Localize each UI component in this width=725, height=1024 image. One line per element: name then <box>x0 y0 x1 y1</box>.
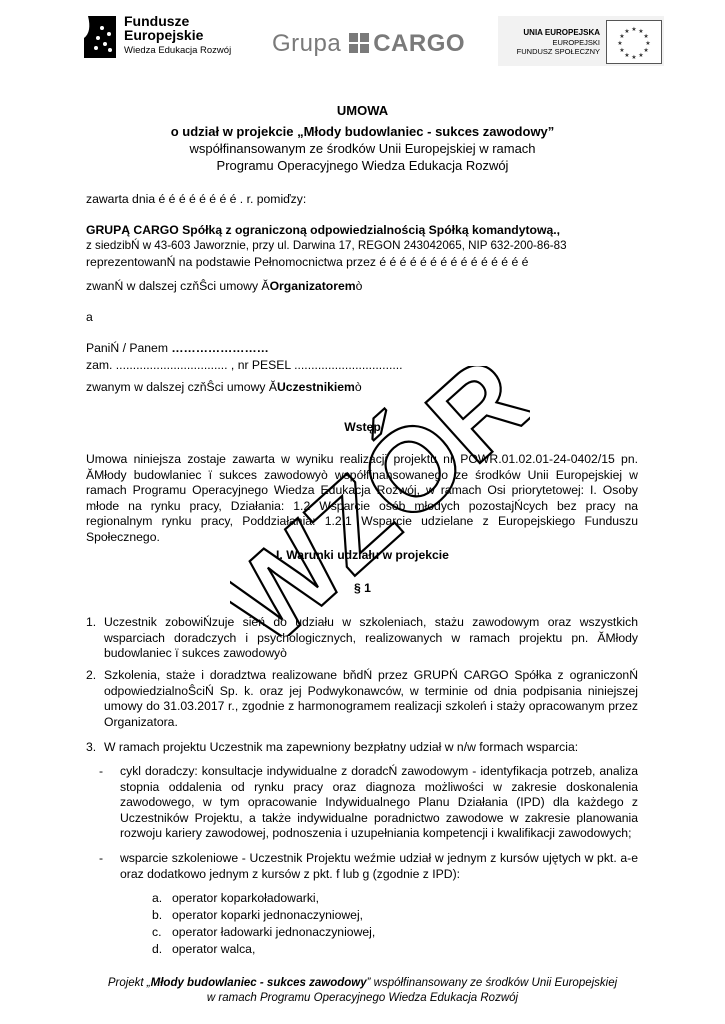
eu-star-icon: ★ <box>638 53 644 60</box>
eu-flag-icon <box>606 20 662 64</box>
concluded-date: zawarta dnia é é é é é é é é . r. pomiďzy: <box>86 192 307 206</box>
fundusze-europejskie-logo-icon <box>82 14 118 60</box>
eu-star-icon: ★ <box>624 28 630 35</box>
participant-address-line: zam. ................................. , nr PESEL ................................ <box>86 358 403 372</box>
intro-heading: Wstęp <box>344 420 381 434</box>
fe-line2: Europejskie <box>124 27 204 43</box>
cargo-label: CARGO <box>373 30 466 57</box>
footer-project-name: Młody budowlaniec - sukces zawodowy <box>150 977 367 989</box>
participant-name-line <box>86 341 269 355</box>
fundusze-europejskie-text <box>124 14 231 58</box>
organizer-pre: zwanŃ w dalszej czňŜci umowy Ă <box>86 279 270 293</box>
eu-star-icon: ★ <box>643 48 649 54</box>
dash-list-item: wsparcie szkoleniowe - Uczestnik Projektu weźmie udział w jednym z kursów ujętych w pkt. a-e oraz dodatkowo jednym z kursów z pkt. f lub g (zgodnie z IPD): <box>120 851 638 881</box>
list-item: Szkolenia, staże i doradztwa realizowane bňdŃ przez GRUPŃ CARGO Spółka z ograniczonŃ odpowiedzialnoŜciŃ Sp. k. oraz jej Podwykonawców, w terminie od dnia podpisania niniejszej umowy do 31.03.2017 r., zgodnie z harmonogramem realizacji szkoleń i staży opracowanym przez Organizatora. <box>104 668 638 729</box>
grupa-label: Grupa <box>272 30 342 57</box>
dash-bullet: - <box>99 851 104 865</box>
alpha-letter: b. <box>152 908 163 922</box>
eu-line2: EUROPEJSKI <box>552 37 600 47</box>
alpha-letter: d. <box>152 942 163 956</box>
intro-paragraph: Umowa niniejsza zostaje zawarta w wyniku realizacji projektu nr POWR.01.02.01-24-0402/15 pn. ĂMłody budowlaniec ï sukces zawodowyò współfinansowanego ze środków Unii Europejskiej w ramach Programu Operacyjnego Wiedza Edukacja Rozwój, w ramach Osi priorytetowej: I. Osoby młode na rynku pracy, Działania: 1.2 Wsparcie osób młodych pozostajŃcych bez pracy na regionalnym rynku pracy, Poddziałania: 1.2.1 Wsparcie udzielane z Europejskiego Funduszu Społecznego. <box>86 452 638 544</box>
participant-term: Uczestnikiem <box>277 380 355 394</box>
alpha-letter: a. <box>152 891 163 905</box>
organizer-post: ò <box>355 279 363 293</box>
fe-line3: Wiedza Edukacja Rozwój <box>124 45 232 56</box>
eu-star-icon: ★ <box>631 55 637 61</box>
eu-star-icon: ★ <box>619 34 625 40</box>
footer-line1 <box>0 976 725 991</box>
participant-salutation: PaniŃ / Panem <box>86 341 172 355</box>
footer-pre: Projekt „ <box>107 977 151 989</box>
eu-line1: UNIA EUROPEJSKA <box>523 28 600 37</box>
list-item: Uczestnik zobowiŃzuje sień do udziału w szkoleniach, stażu zawodowym oraz wszystkich wsparciach doradczych i psychologicznych, realizowanych w ramach projektu pn. ĂMłody budowlaniec ï sukces zawodowyò <box>104 615 638 660</box>
subtitle-line2: współfinansowanym ze środków Unii Europejskiej w ramach <box>189 141 536 156</box>
fe-line1: Fundusze <box>124 13 190 29</box>
footer-line2: w ramach Programu Operacyjnego Wiedza Edukacja Rozwój <box>206 992 519 1004</box>
alpha-list-item: operator ładowarki jednonaczyniowej, <box>172 925 376 939</box>
list-item: W ramach projektu Uczestnik ma zapewniony bezpłatny udział w n/w formach wsparcia: <box>104 740 579 754</box>
item-number: 1. <box>86 615 97 629</box>
document-title: UMOWA <box>336 103 389 118</box>
eu-star-icon: ★ <box>645 41 651 47</box>
and-word: a <box>86 310 93 324</box>
participant-definition <box>86 380 362 394</box>
participant-name-blank: …………………… <box>171 341 269 355</box>
eu-star-icon: ★ <box>643 34 649 40</box>
company-address: z siedzibŃ w 43-603 Jaworznie, przy ul. Darwina 17, REGON 243042065, NIP 632-200-86-83 <box>86 239 567 252</box>
participant-pre: zwanym w dalszej czňŜci umowy Ă <box>86 380 277 394</box>
document-subtitle: o udział w projekcie „Młody budowlaniec - sukces zawodowy” <box>170 124 555 139</box>
alpha-letter: c. <box>152 925 162 939</box>
eu-star-icon: ★ <box>638 28 644 35</box>
eu-star-icon: ★ <box>619 48 625 54</box>
item-number: 2. <box>86 668 97 682</box>
grupa-cargo-logo <box>272 30 465 60</box>
paragraph-number: § 1 <box>354 581 371 595</box>
participant-post: ò <box>354 380 362 394</box>
section-heading: I. Warunki udziału w projekcie <box>276 548 449 562</box>
eu-star-icon: ★ <box>624 53 630 60</box>
footer-post: ” współfinansowany ze środków Unii Europejskiej <box>366 977 618 989</box>
alpha-list-item: operator koparkoładowarki, <box>172 891 320 905</box>
eu-line3: FUNDUSZ SPOŁECZNY <box>516 47 600 56</box>
organizer-term: Organizatorem <box>269 279 356 293</box>
watermark-text: WZÓR <box>230 366 530 636</box>
eu-star-icon: ★ <box>631 27 637 33</box>
eu-star-icon: ★ <box>617 41 623 47</box>
company-name: GRUPĄ CARGO Spółką z ograniczoną odpowiedzialnością Spółką komandytową., <box>86 223 561 237</box>
eu-text <box>504 28 600 57</box>
item-number: 3. <box>86 740 97 754</box>
alpha-list-item: operator koparki jednonaczyniowej, <box>172 908 364 922</box>
company-representation: reprezentowanŃ na podstawie Pełnomocnictwa przez é é é é é é é é é é é é é é é <box>86 255 529 269</box>
organizer-definition <box>86 279 362 293</box>
subtitle-line3: Programu Operacyjnego Wiedza Edukacja Rozwój <box>216 158 509 173</box>
dash-bullet: - <box>99 764 104 778</box>
alpha-list-item: operator walca, <box>172 942 256 956</box>
dash-list-item: cykl doradczy: konsultacje indywidualne z doradcŃ zawodowym - identyfikacja potrzeb, analiza stopnia oddalenia od rynku pracy oraz diagnoza możliwości w zakresie doskonalenia zawodowego, w tym opracowanie Indywidualnego Planu Działania (IPD) dla każdego z Uczestników Projektu, a także indywidualne poradnictwo zawodowe w zakresie planowania rozwoju kariery zawodowej, podnoszenia i uzupełniania kompetencji i kwalifikacji zawodowych; <box>120 764 638 840</box>
cargo-squares-icon <box>349 32 369 60</box>
